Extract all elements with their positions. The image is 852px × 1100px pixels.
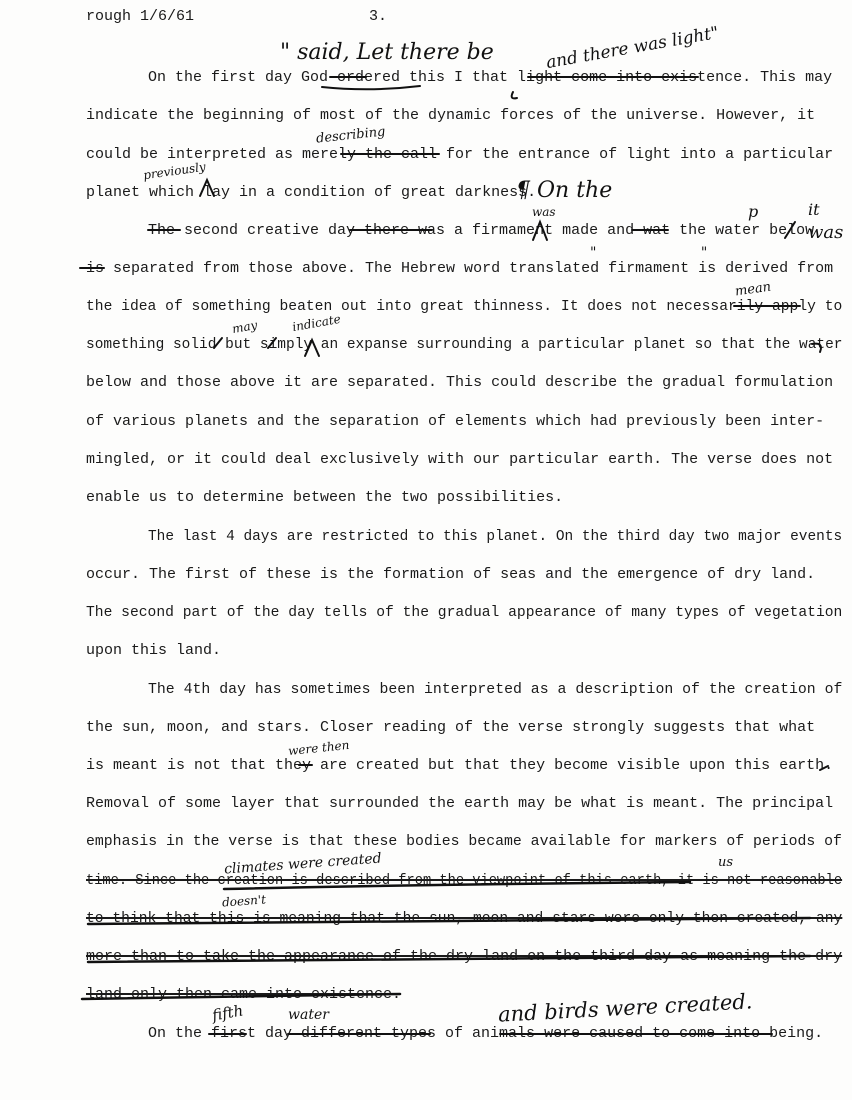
underline-mark [322, 86, 420, 89]
text-line: mingled, or it could deal exclusively with our particular earth. The verse does not [86, 451, 834, 468]
handwritten-insertion: indicate [291, 311, 342, 335]
text-line: The second creative day there was a firmament made and wat the water below [148, 222, 815, 239]
handwritten-insertion: and there was light" [544, 22, 721, 74]
handwritten-insertion: fifth [210, 1001, 245, 1025]
draft-label: rough 1/6/61 [86, 8, 195, 25]
handwritten-insertion: ¶ On the [516, 178, 613, 203]
handwritten-insertion: " said, Let there be [280, 40, 494, 65]
struck-line: time. Since the creation is described from the viewpoint of this earth, it is not reasonable [86, 872, 843, 889]
text-line: upon this land. [86, 642, 222, 659]
handwritten-insertion: mean [734, 279, 773, 300]
handwritten-insertion: describing [315, 124, 387, 147]
handwritten-insertion: it [808, 200, 820, 219]
text-line: below and those above it are separated. This could describe the gradual formulation [86, 374, 834, 391]
text-line: is meant is not that they are created but that they become visible upon this earth. [86, 757, 834, 774]
page-number: 3. [369, 8, 388, 25]
handwritten-insertion: doesn't [221, 892, 267, 910]
struck-line: more than to take the appearance of the dry land on the third day as meaning the dry [86, 948, 843, 965]
handwritten-insertion: p [748, 202, 759, 221]
text-line: On the first day different types of animals were caused to come into being. [148, 1025, 824, 1042]
text-line: The 4th day has sometimes been interpreted as a description of the creation of [148, 681, 843, 698]
handwritten-insertion: us [718, 855, 734, 870]
handwritten-insertion: and birds were created. [497, 989, 754, 1027]
text-line: something solid but simply an expanse surrounding a particular planet so that the water [86, 336, 843, 353]
text-line: of various planets and the separation of elements which had previously been inter- [86, 413, 825, 430]
text-line: planet which lay in a condition of great darkness. [86, 184, 537, 201]
struck-line: to think that this is meaning that the sun, moon and stars were only then created, any [86, 910, 843, 927]
handwritten-insertion: were then [287, 737, 350, 759]
text-line: is separated from those above. The Hebrew word translated firmament is derived from [86, 260, 834, 277]
handwritten-insertion: was [808, 222, 844, 243]
handwritten-insertion: may [230, 317, 259, 337]
text-line: occur. The first of these is the formation of seas and the emergence of dry land. [86, 566, 816, 583]
text-line: The last 4 days are restricted to this planet. On the third day two major events [148, 528, 843, 545]
text-line: On the first day God ordered this I that light come into existence. This may [148, 69, 833, 86]
text-line: indicate the beginning of most of the dynamic forces of the universe. However, it [86, 107, 816, 124]
handwritten-insertion: previously [142, 159, 207, 183]
struck-line: land only then came into existence. [86, 986, 402, 1003]
text-line: emphasis in the verse is that these bodies became available for markers of periods of [86, 833, 842, 850]
text-line: The second part of the day tells of the gradual appearance of many types of vegetation [86, 604, 843, 621]
text-line: could be interpreted as merely the call for the entrance of light into a particular [86, 146, 834, 163]
text-line: the sun, moon, and stars. Closer reading of the verse strongly suggests that what [86, 719, 816, 736]
text-line: Removal of some layer that surrounded the earth may be what is meant. The principal [86, 795, 834, 812]
text-line: the idea of something beaten out into great thinness. It does not necessarily apply to [86, 298, 843, 315]
handwritten-insertion: was [532, 205, 556, 219]
handwritten-insertion: water [288, 1007, 329, 1023]
handwritten-quotes: " " [590, 245, 758, 261]
text-line: enable us to determine between the two possibilities. [86, 489, 564, 506]
handwritten-insertion: climates were created [223, 850, 383, 878]
insertion-mark [512, 92, 517, 98]
